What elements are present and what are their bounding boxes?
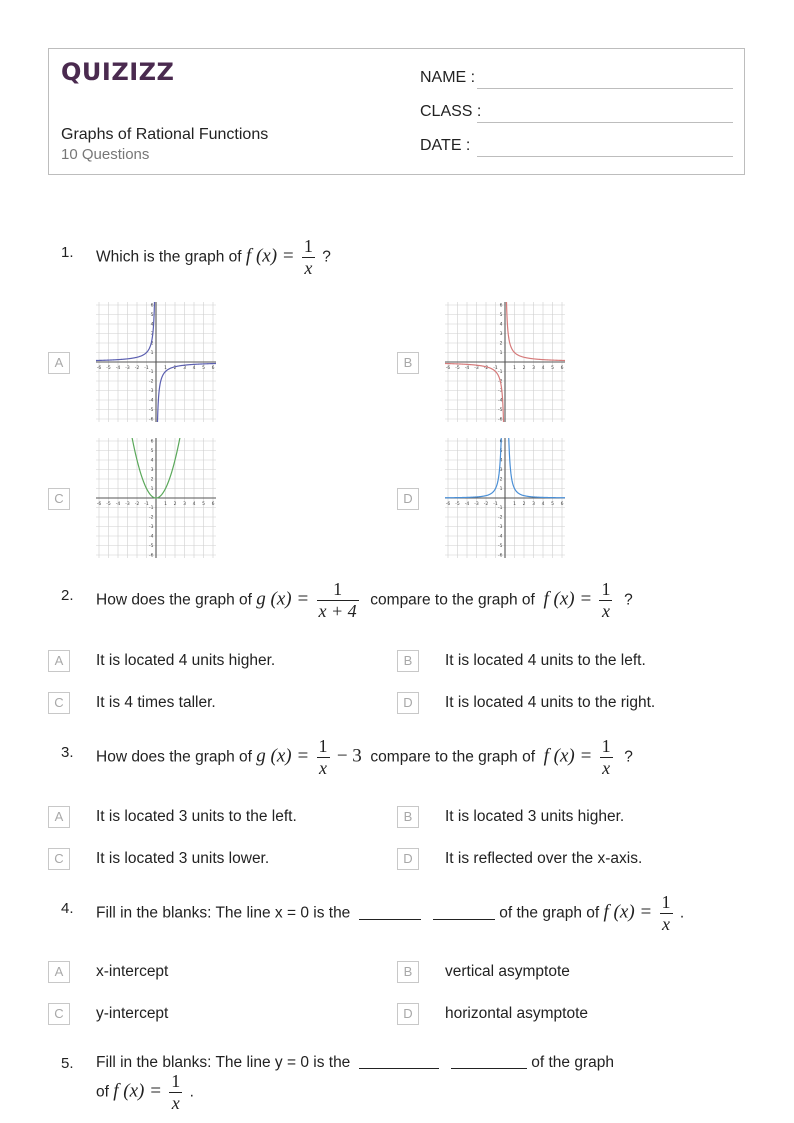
graph-option-d[interactable] — [445, 438, 565, 558]
x-tick-label: 4 — [192, 366, 196, 371]
denominator: x — [662, 914, 671, 934]
y-tick-label: 4 — [150, 322, 154, 328]
option-b-box[interactable]: B — [397, 806, 419, 828]
numerator: 1 — [601, 736, 611, 756]
y-tick-label: -3 — [498, 525, 503, 531]
option-d-box[interactable]: D — [397, 848, 419, 870]
question-text: compare to the graph of — [370, 748, 535, 766]
x-tick-label: 6 — [211, 502, 215, 507]
option-d-text[interactable]: horizontal asymptote — [445, 1005, 589, 1022]
x-tick-label: -4 — [115, 366, 121, 371]
x-tick-label: 3 — [532, 366, 535, 371]
numerator: 1 — [171, 1071, 181, 1091]
function-notation: f (x) = — [603, 901, 653, 923]
y-tick-label: -1 — [498, 506, 503, 512]
function-notation: g (x) = — [256, 745, 310, 767]
x-tick-label: -3 — [125, 366, 130, 371]
curve-left-branch — [445, 363, 504, 422]
blank-1[interactable] — [359, 918, 421, 920]
x-tick-label: -6 — [96, 502, 102, 507]
y-tick-label: -1 — [149, 506, 154, 512]
fraction — [317, 579, 359, 622]
date-label: DATE : — [420, 137, 471, 154]
denominator: x + 4 — [318, 601, 357, 621]
y-tick-label: -5 — [149, 544, 154, 550]
x-tick-label: 2 — [173, 502, 177, 507]
option-a-box[interactable]: A — [48, 650, 70, 672]
y-tick-label: 6 — [499, 303, 503, 309]
option-b-box[interactable]: B — [397, 961, 419, 983]
x-tick-label: 3 — [532, 502, 535, 507]
fraction — [600, 736, 613, 779]
option-c-box[interactable]: C — [48, 692, 70, 714]
blank-2[interactable] — [451, 1067, 527, 1069]
option-b-text[interactable]: vertical asymptote — [445, 963, 570, 980]
worksheet-title: Graphs of Rational Functions — [61, 126, 269, 143]
option-a-text[interactable]: It is located 4 units higher. — [96, 652, 276, 669]
function-notation: f (x) = — [113, 1080, 162, 1102]
option-d-box[interactable]: D — [397, 692, 419, 714]
x-tick-label: 3 — [183, 502, 186, 507]
option-c-text[interactable]: It is located 3 units lower. — [96, 850, 270, 867]
class-field[interactable] — [477, 122, 733, 123]
option-a-text[interactable]: x-intercept — [96, 963, 169, 980]
x-tick-label: 1 — [513, 366, 516, 371]
option-c-box[interactable]: C — [48, 1003, 70, 1025]
constant-term: − 3 — [336, 745, 362, 767]
x-tick-label: 2 — [173, 366, 177, 371]
x-tick-label: 3 — [183, 366, 186, 371]
y-tick-label: 5 — [499, 313, 503, 319]
y-tick-label: -4 — [149, 534, 154, 540]
x-tick-label: 6 — [560, 502, 564, 507]
y-tick-label: 1 — [150, 487, 154, 493]
name-label: NAME : — [420, 69, 476, 86]
y-tick-label: 5 — [150, 313, 154, 319]
fraction — [660, 892, 673, 935]
quizizz-logo: QUIZIZZ — [61, 58, 175, 86]
question-text: compare to the graph of — [370, 591, 535, 609]
x-tick-label: -5 — [106, 502, 111, 507]
curve-right-branch — [506, 302, 565, 361]
option-a-box[interactable]: A — [48, 806, 70, 828]
date-field[interactable] — [477, 156, 733, 157]
option-c-box[interactable]: C — [48, 488, 70, 510]
y-tick-label: 2 — [150, 477, 154, 483]
x-tick-label: 5 — [202, 502, 205, 507]
x-tick-label: -4 — [464, 502, 470, 507]
y-tick-label: 2 — [499, 477, 503, 483]
x-tick-label: -1 — [144, 502, 149, 507]
period: . — [679, 904, 685, 922]
question-number: 5. — [61, 1055, 74, 1072]
y-tick-label: -5 — [498, 408, 503, 414]
y-tick-label: -3 — [149, 525, 154, 531]
option-d-box[interactable]: D — [397, 488, 419, 510]
question-number: 1. — [61, 244, 74, 261]
question-number: 3. — [61, 744, 74, 761]
y-tick-label: 1 — [499, 351, 503, 357]
y-tick-label: 6 — [150, 303, 154, 309]
y-tick-label: -6 — [149, 553, 154, 558]
x-tick-label: 6 — [560, 366, 564, 371]
curve-left-branch — [445, 438, 504, 498]
class-label: CLASS : — [420, 103, 482, 120]
fraction — [169, 1071, 182, 1114]
option-d-box[interactable]: D — [397, 1003, 419, 1025]
y-tick-label: 4 — [150, 458, 154, 464]
x-tick-label: -2 — [134, 366, 140, 371]
fraction — [302, 236, 315, 279]
numerator: 1 — [317, 579, 359, 601]
denominator: x — [319, 758, 328, 778]
y-tick-label: 6 — [150, 439, 154, 445]
x-tick-label: 6 — [211, 366, 215, 371]
y-tick-label: -3 — [498, 389, 503, 395]
y-tick-label: -2 — [149, 515, 154, 521]
curve-right-branch — [157, 363, 216, 422]
x-tick-label: 4 — [541, 502, 545, 507]
fraction — [317, 736, 330, 779]
question-text: of the graph of — [499, 904, 600, 922]
x-tick-label: 2 — [522, 502, 526, 507]
graph-option-c[interactable] — [96, 438, 216, 558]
graph-option-a[interactable] — [96, 302, 216, 422]
y-tick-label: -1 — [498, 370, 503, 376]
denominator: x — [601, 601, 610, 621]
x-tick-label: -3 — [125, 502, 130, 507]
x-tick-label: 5 — [551, 366, 554, 371]
period: . — [189, 1083, 194, 1101]
curve-left-branch — [96, 302, 155, 361]
denominator: x — [304, 258, 313, 278]
x-tick-label: -6 — [445, 366, 451, 371]
y-tick-label: 1 — [150, 351, 154, 357]
question-text: of the graph — [531, 1054, 614, 1071]
option-c-text[interactable]: y-intercept — [96, 1005, 169, 1022]
option-d-text[interactable]: It is located 4 units to the right. — [445, 694, 656, 711]
question-text: Which is the graph of — [96, 248, 242, 266]
x-tick-label: -1 — [144, 366, 149, 371]
option-a-box[interactable]: A — [48, 961, 70, 983]
question-mark: ? — [624, 591, 633, 609]
denominator: x — [171, 1093, 180, 1113]
x-tick-label: 5 — [551, 502, 554, 507]
question-5-text-cont — [96, 1071, 194, 1114]
numerator: 1 — [303, 236, 313, 256]
denominator: x — [602, 758, 611, 778]
y-tick-label: 6 — [499, 439, 503, 445]
x-tick-label: -6 — [445, 502, 451, 507]
option-b-box[interactable]: B — [397, 352, 419, 374]
y-tick-label: -5 — [498, 544, 503, 550]
question-number: 2. — [61, 587, 74, 604]
numerator: 1 — [661, 892, 671, 912]
fraction — [599, 579, 612, 622]
option-d-text[interactable]: It is reflected over the x-axis. — [445, 850, 643, 867]
question-text: How does the graph of — [96, 748, 252, 766]
y-tick-label: -6 — [498, 553, 503, 558]
y-tick-label: 2 — [499, 341, 503, 347]
x-tick-label: 5 — [202, 366, 205, 371]
graph-option-b[interactable] — [445, 302, 565, 422]
function-notation: f (x) = — [245, 245, 295, 267]
y-tick-label: -3 — [149, 389, 154, 395]
question-1-text — [96, 236, 331, 279]
y-tick-label: 4 — [499, 322, 503, 328]
x-tick-label: -1 — [493, 366, 498, 371]
numerator: 1 — [601, 579, 611, 599]
option-a-box[interactable]: A — [48, 352, 70, 374]
function-notation: f (x) = — [543, 588, 593, 610]
y-tick-label: 3 — [499, 332, 503, 338]
x-tick-label: 1 — [164, 366, 167, 371]
y-tick-label: -2 — [149, 379, 154, 385]
question-count: 10 Questions — [61, 146, 150, 163]
numerator: 1 — [318, 736, 328, 756]
question-text: How does the graph of — [96, 591, 252, 609]
y-tick-label: -4 — [498, 534, 503, 540]
function-notation: f (x) = — [543, 745, 593, 767]
x-tick-label: -6 — [96, 366, 102, 371]
question-text: Fill in the blanks: The line x = 0 is the — [96, 904, 351, 922]
x-tick-label: -5 — [455, 502, 460, 507]
option-b-text[interactable]: It is located 3 units higher. — [445, 808, 625, 825]
y-tick-label: 5 — [150, 449, 154, 455]
x-tick-label: -2 — [483, 366, 489, 371]
question-5-text — [96, 1054, 614, 1072]
x-tick-label: -2 — [134, 502, 140, 507]
x-tick-label: 1 — [513, 502, 516, 507]
option-b-text[interactable]: It is located 4 units to the left. — [445, 652, 646, 669]
y-tick-label: 3 — [150, 468, 154, 474]
y-tick-label: -5 — [149, 408, 154, 414]
question-3-text — [96, 736, 633, 779]
curve-right-branch — [506, 438, 565, 498]
blank-2[interactable] — [433, 918, 495, 920]
x-tick-label: -3 — [474, 366, 479, 371]
x-tick-label: -4 — [115, 502, 121, 507]
x-tick-label: -2 — [483, 502, 489, 507]
x-tick-label: 4 — [541, 366, 545, 371]
y-tick-label: -4 — [149, 398, 154, 404]
name-field[interactable] — [477, 88, 733, 89]
y-tick-label: -6 — [498, 417, 503, 422]
x-tick-label: -3 — [474, 502, 479, 507]
question-2-text — [96, 579, 633, 622]
option-a-text[interactable]: It is located 3 units to the left. — [96, 808, 297, 825]
y-tick-label: -1 — [149, 370, 154, 376]
x-tick-label: 2 — [522, 366, 526, 371]
y-tick-label: -2 — [498, 515, 503, 521]
x-tick-label: 1 — [164, 502, 167, 507]
option-c-text[interactable]: It is 4 times taller. — [96, 694, 216, 711]
question-number: 4. — [61, 900, 74, 917]
y-tick-label: 4 — [499, 458, 503, 464]
question-4-text — [96, 892, 684, 935]
question-mark: ? — [624, 748, 633, 766]
function-notation: g (x) = — [256, 588, 310, 610]
x-tick-label: -1 — [493, 502, 498, 507]
y-tick-label: 3 — [150, 332, 154, 338]
y-tick-label: -4 — [498, 398, 503, 404]
question-mark: ? — [322, 248, 331, 266]
x-tick-label: -5 — [106, 366, 111, 371]
y-tick-label: 3 — [499, 468, 503, 474]
blank-1[interactable] — [359, 1067, 439, 1069]
option-c-box[interactable]: C — [48, 848, 70, 870]
y-tick-label: 5 — [499, 449, 503, 455]
y-tick-label: 1 — [499, 487, 503, 493]
x-tick-label: 4 — [192, 502, 196, 507]
option-b-box[interactable]: B — [397, 650, 419, 672]
y-tick-label: 2 — [150, 341, 154, 347]
y-tick-label: -6 — [149, 417, 154, 422]
y-tick-label: -2 — [498, 379, 503, 385]
question-text: of — [96, 1083, 109, 1101]
question-text: Fill in the blanks: The line y = 0 is the — [96, 1054, 351, 1071]
x-tick-label: -4 — [464, 366, 470, 371]
x-tick-label: -5 — [455, 366, 460, 371]
